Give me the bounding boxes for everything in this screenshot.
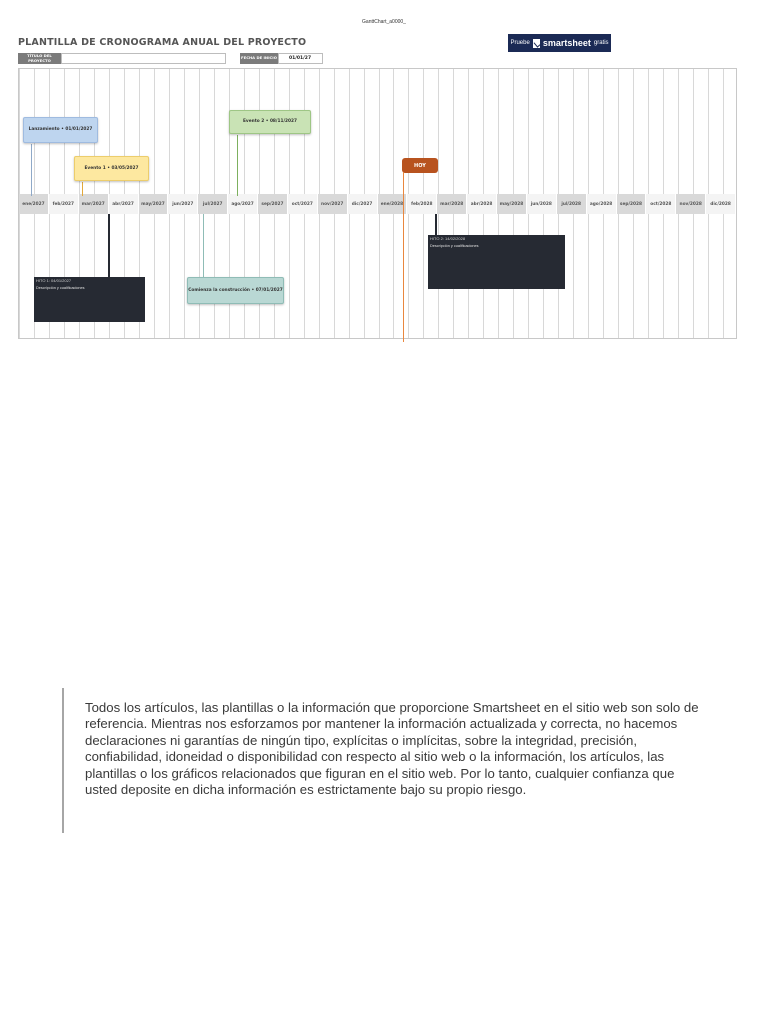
hito1-connector	[108, 214, 110, 277]
event2-connector	[237, 135, 238, 196]
month-label: oct/2027	[288, 194, 318, 214]
month-label: abr/2028	[467, 194, 497, 214]
page-header: GanttChart_a0000_	[362, 19, 406, 25]
month-label: may/2027	[139, 194, 169, 214]
milestone-2-title: HITO 2: 14/02/2028	[430, 236, 466, 241]
start-date-field[interactable]: 01/01/27	[278, 53, 323, 64]
cta-suffix: gratis	[593, 40, 609, 46]
event-2[interactable]: Evento 2 • 08/11/2027	[229, 110, 311, 134]
event-construction[interactable]: Comienza la construcción • 07/01/2027	[187, 277, 284, 304]
month-label: oct/2028	[646, 194, 676, 214]
construction-connector	[203, 214, 204, 277]
milestone-2-desc: Descripción y cualificaciones	[430, 244, 479, 248]
month-label: jul/2028	[557, 194, 587, 214]
month-axis	[19, 194, 736, 214]
project-title-label: TÍTULO DEL PROYECTO	[18, 53, 61, 64]
cta-prefix: Pruebe	[510, 40, 530, 46]
month-label: nov/2028	[676, 194, 706, 214]
milestone-1[interactable]	[34, 277, 145, 322]
event1-connector	[82, 182, 83, 196]
disclaimer-text: Todos los artículos, las plantillas o la información que proporcione Smartsheet en el sitio web son solo de referencia. Mientras nos esforzamos por mantener la información actualizada y correcta, no hacemos declaraciones ni garantías de ningún tipo, explícitas o implícitas, sobre la integridad, precisión, confiabilidad, idoneidad o disponibilidad con respecto al sitio web o la información, los artículos, las plantillas o los gráficos relacionados que figuran en el sitio web. Por lo tanto, cualquier confianza que usted deposite en dicha información es estrictamente bajo su propio riesgo.	[85, 700, 699, 798]
month-label: jun/2028	[527, 194, 557, 214]
hito2-connector	[435, 214, 437, 236]
month-label: dic/2028	[706, 194, 736, 214]
month-label: feb/2027	[49, 194, 79, 214]
month-label: sep/2027	[258, 194, 288, 214]
month-label: jun/2027	[168, 194, 198, 214]
month-label: may/2028	[497, 194, 527, 214]
timeline-chart	[18, 68, 737, 339]
page-title: PLANTILLA DE CRONOGRAMA ANUAL DEL PROYECTO	[18, 37, 307, 48]
month-label: nov/2027	[318, 194, 348, 214]
month-label: mar/2028	[437, 194, 467, 214]
month-label: ago/2028	[587, 194, 617, 214]
start-date-label: FECHA DE INICIO	[240, 53, 278, 64]
today-marker: HOY	[402, 158, 438, 173]
disclaimer-accent-bar	[62, 688, 64, 833]
month-label: ago/2027	[228, 194, 258, 214]
cta-brand: smartsheet	[542, 38, 591, 48]
event-1[interactable]: Evento 1 • 03/05/2027	[74, 156, 149, 181]
month-label: jul/2027	[198, 194, 228, 214]
smartsheet-cta-button[interactable]	[508, 34, 611, 52]
month-label: ene/2028	[378, 194, 408, 214]
month-label: ene/2027	[19, 194, 49, 214]
launch-connector	[31, 144, 32, 196]
milestone-2[interactable]	[428, 235, 565, 289]
milestone-1-desc: Descripción y cualificaciones	[36, 286, 85, 290]
today-line	[403, 172, 404, 342]
milestone-1-title: HITO 1: 04/01/2027	[36, 278, 72, 283]
month-label: dic/2027	[348, 194, 378, 214]
month-label: sep/2028	[617, 194, 647, 214]
month-label: mar/2027	[79, 194, 109, 214]
month-label: feb/2028	[407, 194, 437, 214]
smartsheet-logo-icon	[533, 39, 540, 48]
event-launch[interactable]: Lanzamiento • 01/01/2027	[23, 117, 98, 143]
project-title-field[interactable]	[61, 53, 226, 64]
month-label: abr/2027	[109, 194, 139, 214]
